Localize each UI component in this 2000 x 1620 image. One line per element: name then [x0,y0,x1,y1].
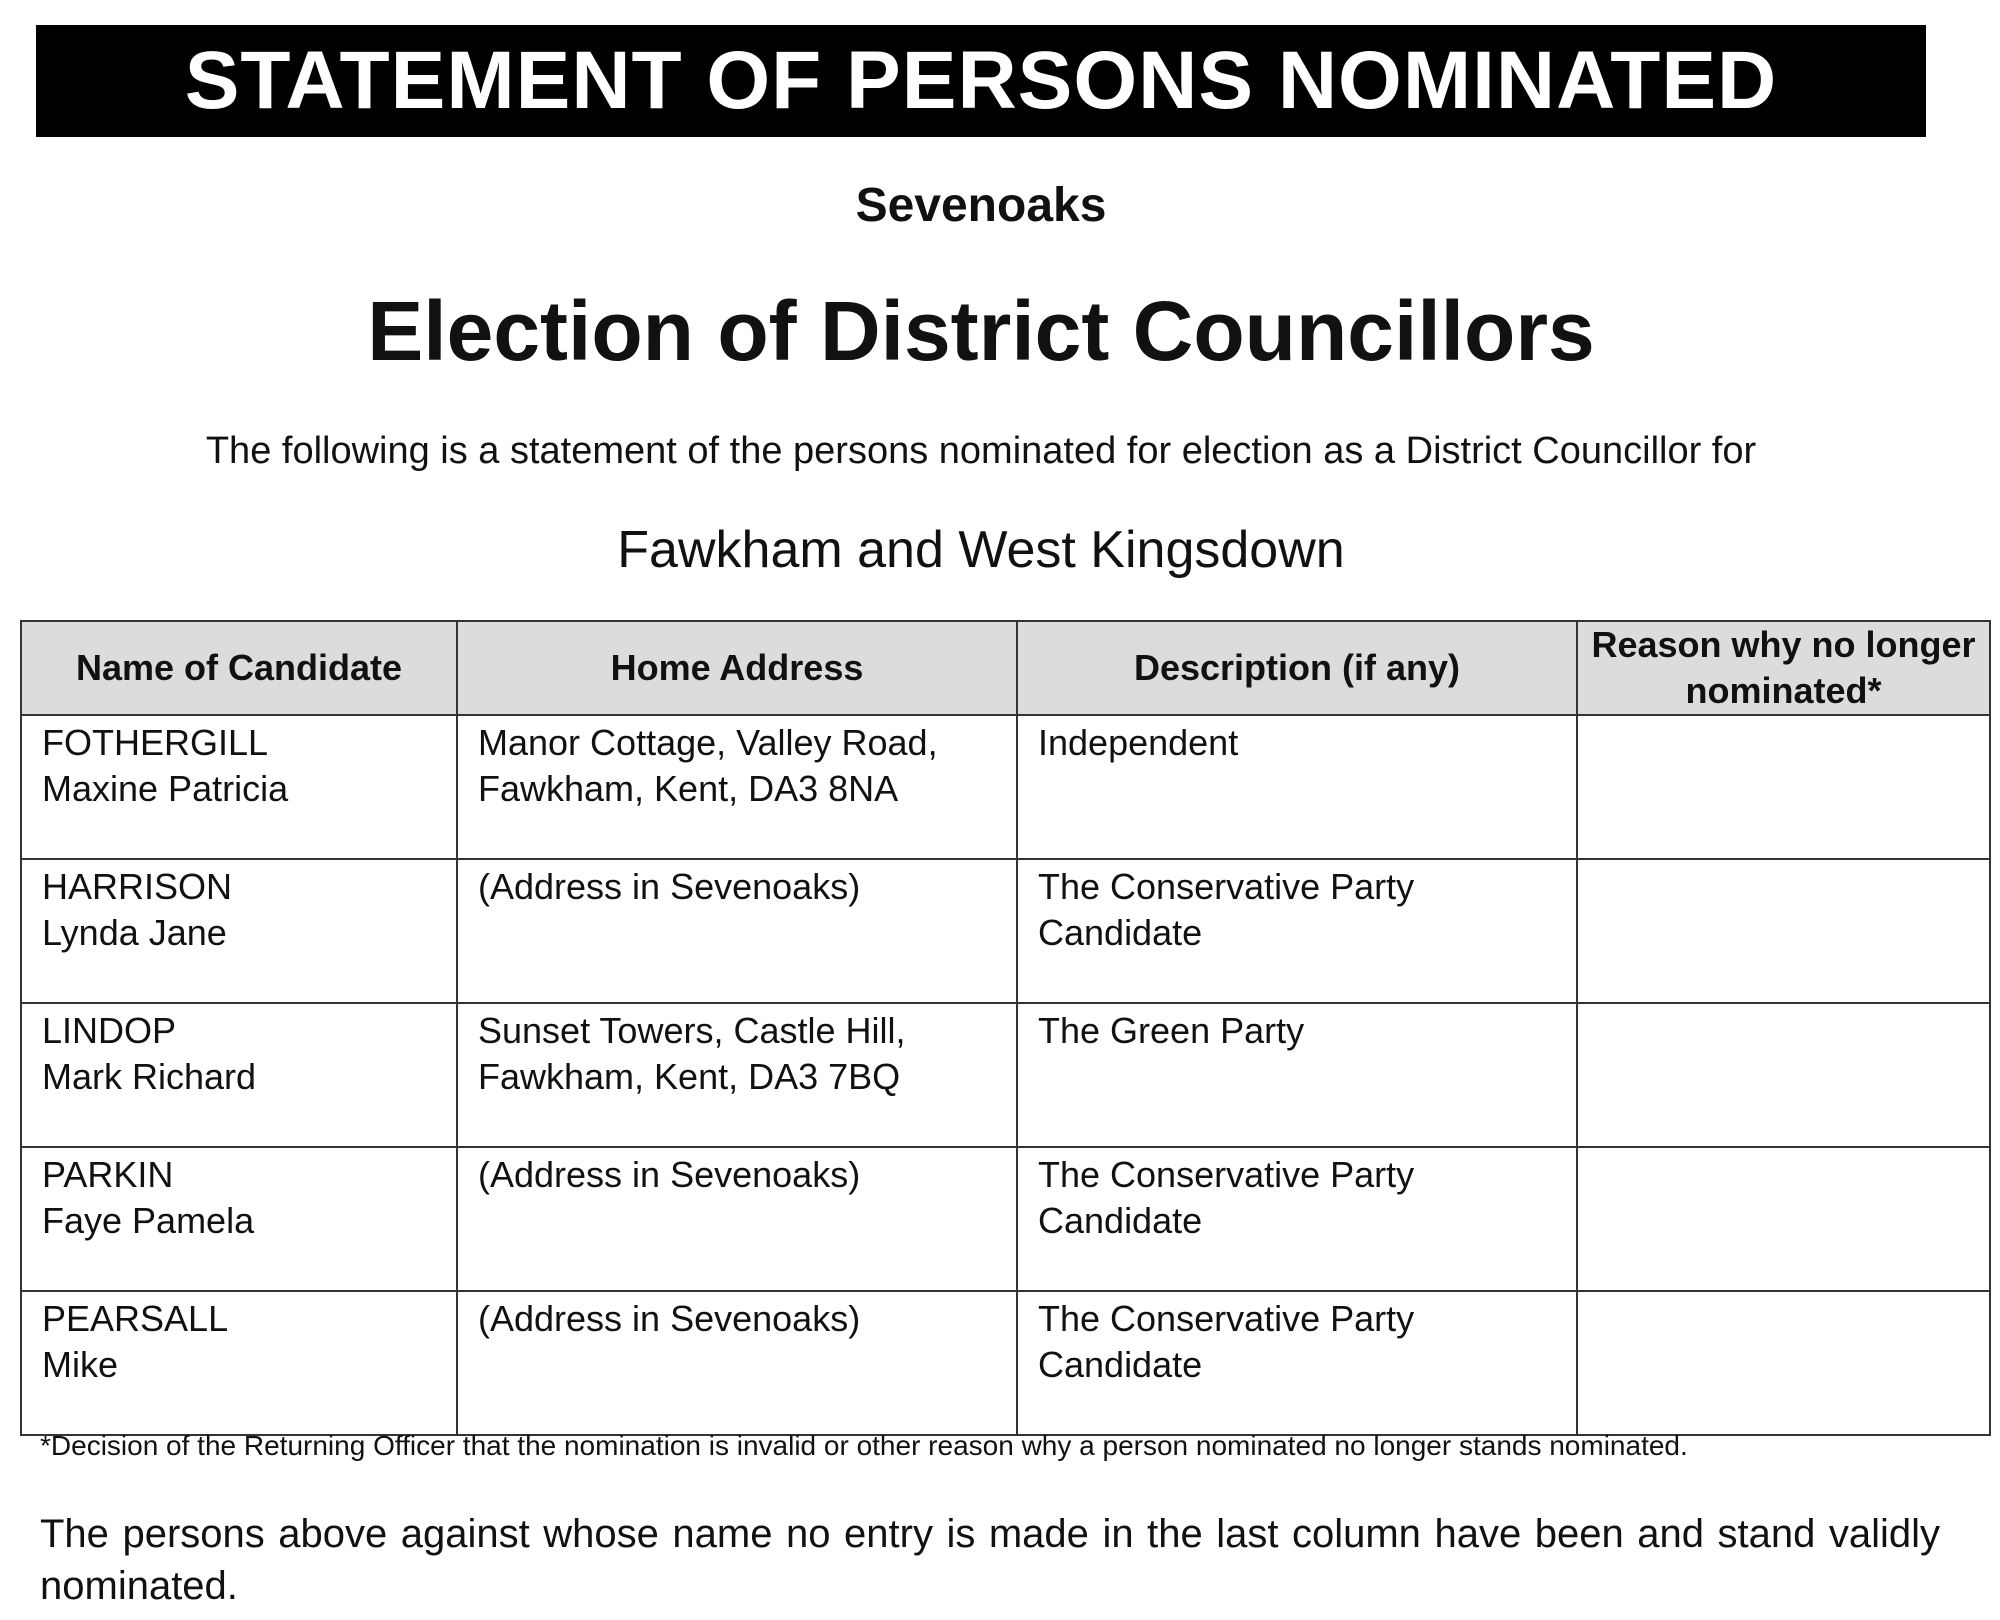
reason-cell [1577,859,1990,1003]
candidate-surname: PEARSALL [42,1298,229,1339]
description-cell [1017,1147,1577,1291]
column-header-description: Description (if any) [1017,621,1577,715]
address-line: Sunset Towers, Castle Hill, [478,1010,906,1051]
column-header-name: Name of Candidate [21,621,457,715]
authority-name: Sevenoaks [855,179,1107,232]
candidate-name-cell [21,1003,457,1147]
reason-cell [1577,1147,1990,1291]
home-address-cell [457,1003,1017,1147]
candidate-surname: FOTHERGILL [42,722,269,763]
address-line: (Address in Sevenoaks) [478,866,861,907]
description-line: The Conservative Party [1038,1154,1415,1195]
table-row [21,715,1990,859]
candidate-forenames: Mike [42,1344,119,1385]
ward-name: Fawkham and West Kingsdown [617,521,1345,579]
table-header-row [21,621,1990,715]
address-line: Fawkham, Kent, DA3 7BQ [478,1056,901,1097]
address-line: Manor Cottage, Valley Road, [478,722,938,763]
address-line: (Address in Sevenoaks) [478,1154,861,1195]
reason-cell [1577,1003,1990,1147]
home-address-cell [457,859,1017,1003]
closing-statement: The persons above against whose name no entry is made in the last column have been and stand validly nominated. [40,1512,1940,1608]
description-cell [1017,1003,1577,1147]
column-header-address: Home Address [457,621,1017,715]
reason-cell [1577,1291,1990,1435]
candidate-surname: LINDOP [42,1010,177,1051]
candidates-table [20,620,1991,1436]
description-line: Candidate [1038,912,1203,953]
description-line: The Conservative Party [1038,1298,1415,1339]
home-address-cell [457,715,1017,859]
table-row [21,1291,1990,1435]
candidate-name-cell [21,715,457,859]
candidate-forenames: Maxine Patricia [42,768,289,809]
table-row [21,1147,1990,1291]
home-address-cell [457,1147,1017,1291]
column-header-reason: Reason why no longer nominated* [1577,621,1990,715]
candidate-name-cell [21,859,457,1003]
description-line: Candidate [1038,1200,1203,1241]
description-cell [1017,859,1577,1003]
intro-text: The following is a statement of the persons nominated for election as a District Councillor for [205,430,1757,472]
description-cell [1017,715,1577,859]
description-line: Independent [1038,722,1239,763]
candidate-surname: PARKIN [42,1154,174,1195]
table-row [21,859,1990,1003]
candidate-forenames: Lynda Jane [42,912,227,953]
candidate-forenames: Faye Pamela [42,1200,255,1241]
candidate-surname: HARRISON [42,866,233,907]
reason-cell [1577,715,1990,859]
candidate-name-cell [21,1147,457,1291]
table-row [21,1003,1990,1147]
description-line: Candidate [1038,1344,1203,1385]
candidate-name-cell [21,1291,457,1435]
description-cell [1017,1291,1577,1435]
address-line: Fawkham, Kent, DA3 8NA [478,768,899,809]
description-line: The Green Party [1038,1010,1305,1051]
description-line: The Conservative Party [1038,866,1415,907]
footnote: *Decision of the Returning Officer that the nomination is invalid or other reason why a person nominated no longer stands nominated. [40,1430,1688,1461]
statement-banner: STATEMENT OF PERSONS NOMINATED [36,25,1926,137]
election-title: Election of District Councillors [367,284,1595,378]
home-address-cell [457,1291,1017,1435]
address-line: (Address in Sevenoaks) [478,1298,861,1339]
candidate-forenames: Mark Richard [42,1056,257,1097]
